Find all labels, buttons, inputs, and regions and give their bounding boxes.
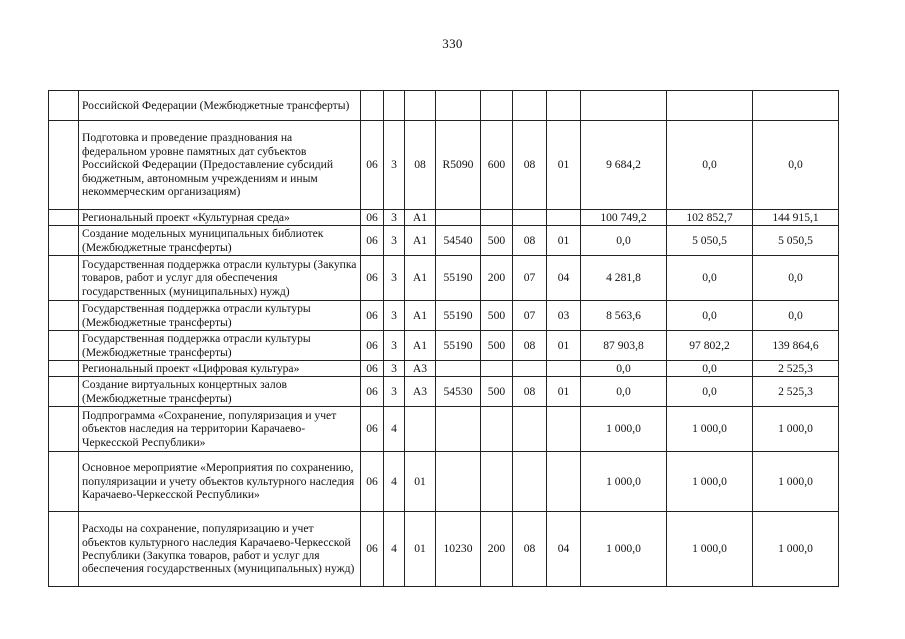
amount-cell: 87 903,8 <box>581 331 667 361</box>
code-cell: А1 <box>405 301 436 331</box>
blank-cell <box>49 512 79 587</box>
code-cell <box>513 91 547 121</box>
code-cell: А3 <box>405 361 436 377</box>
blank-cell <box>49 361 79 377</box>
blank-cell <box>49 121 79 210</box>
code-cell: 01 <box>547 121 581 210</box>
code-cell: 06 <box>361 301 384 331</box>
blank-cell <box>49 377 79 407</box>
amount-cell: 8 563,6 <box>581 301 667 331</box>
code-cell <box>436 91 481 121</box>
code-cell <box>436 210 481 226</box>
blank-cell <box>49 331 79 361</box>
row-name-cell: Государственная поддержка отрасли культуры (Межбюджетные трансферты) <box>79 331 361 361</box>
code-cell: 4 <box>384 512 405 587</box>
code-cell: 55190 <box>436 256 481 301</box>
code-cell: 06 <box>361 377 384 407</box>
code-cell: 03 <box>547 301 581 331</box>
blank-cell <box>49 452 79 512</box>
amount-cell: 5 050,5 <box>753 226 839 256</box>
amount-cell: 0,0 <box>753 301 839 331</box>
code-cell: 07 <box>513 301 547 331</box>
amount-cell: 0,0 <box>581 226 667 256</box>
amount-cell: 0,0 <box>581 377 667 407</box>
code-cell: 06 <box>361 361 384 377</box>
row-name-cell: Подпрограмма «Сохранение, популяризация и учет объектов наследия на территории Карачаево-Черкесской Республики» <box>79 407 361 452</box>
blank-cell <box>49 407 79 452</box>
code-cell: 200 <box>481 512 513 587</box>
table-row <box>49 301 839 331</box>
code-cell <box>481 452 513 512</box>
code-cell <box>436 407 481 452</box>
code-cell <box>481 210 513 226</box>
budget-table <box>48 90 839 587</box>
row-name-cell: Региональный проект «Цифровая культура» <box>79 361 361 377</box>
blank-cell <box>49 301 79 331</box>
code-cell: 4 <box>384 452 405 512</box>
table-row <box>49 210 839 226</box>
code-cell: 3 <box>384 377 405 407</box>
blank-cell <box>49 256 79 301</box>
code-cell <box>513 452 547 512</box>
code-cell <box>405 407 436 452</box>
amount-cell: 2 525,3 <box>753 377 839 407</box>
amount-cell: 1 000,0 <box>667 407 753 452</box>
code-cell <box>481 91 513 121</box>
code-cell: 3 <box>384 361 405 377</box>
code-cell: 06 <box>361 121 384 210</box>
table-row <box>49 377 839 407</box>
amount-cell: 100 749,2 <box>581 210 667 226</box>
code-cell <box>361 91 384 121</box>
code-cell: 06 <box>361 226 384 256</box>
table-row <box>49 256 839 301</box>
code-cell <box>513 210 547 226</box>
row-name-cell: Региональный проект «Культурная среда» <box>79 210 361 226</box>
code-cell: А1 <box>405 331 436 361</box>
amount-cell: 1 000,0 <box>753 512 839 587</box>
row-name-cell: Основное мероприятие «Мероприятия по сохранению, популяризации и учету объектов культурного наследия Карачаево-Черкесской Республики» <box>79 452 361 512</box>
code-cell: 600 <box>481 121 513 210</box>
code-cell <box>481 361 513 377</box>
code-cell: 08 <box>513 512 547 587</box>
code-cell: 08 <box>513 121 547 210</box>
code-cell: 06 <box>361 210 384 226</box>
code-cell <box>436 452 481 512</box>
code-cell <box>547 452 581 512</box>
code-cell: 06 <box>361 331 384 361</box>
amount-cell: 2 525,3 <box>753 361 839 377</box>
code-cell: 06 <box>361 452 384 512</box>
code-cell: А1 <box>405 226 436 256</box>
table-row <box>49 512 839 587</box>
amount-cell: 0,0 <box>667 361 753 377</box>
amount-cell: 0,0 <box>753 121 839 210</box>
blank-cell <box>49 210 79 226</box>
amount-cell: 5 050,5 <box>667 226 753 256</box>
table-row <box>49 361 839 377</box>
table-row <box>49 452 839 512</box>
code-cell: 08 <box>513 226 547 256</box>
table-row <box>49 331 839 361</box>
amount-cell: 0,0 <box>667 377 753 407</box>
amount-cell: 1 000,0 <box>753 452 839 512</box>
code-cell: 04 <box>547 512 581 587</box>
amount-cell: 0,0 <box>667 256 753 301</box>
code-cell: 04 <box>547 256 581 301</box>
amount-cell: 1 000,0 <box>667 452 753 512</box>
amount-cell: 144 915,1 <box>753 210 839 226</box>
amount-cell: 0,0 <box>753 256 839 301</box>
code-cell: 55190 <box>436 301 481 331</box>
code-cell: 07 <box>513 256 547 301</box>
code-cell: 01 <box>405 512 436 587</box>
amount-cell: 9 684,2 <box>581 121 667 210</box>
row-name-cell: Государственная поддержка отрасли культуры (Межбюджетные трансферты) <box>79 301 361 331</box>
code-cell <box>513 361 547 377</box>
code-cell: А3 <box>405 377 436 407</box>
code-cell: А1 <box>405 256 436 301</box>
amount-cell: 139 864,6 <box>753 331 839 361</box>
code-cell <box>547 91 581 121</box>
table-row <box>49 407 839 452</box>
code-cell: 500 <box>481 331 513 361</box>
row-name-cell: Создание модельных муниципальных библиотек (Межбюджетные трансферты) <box>79 226 361 256</box>
code-cell: 06 <box>361 256 384 301</box>
code-cell <box>513 407 547 452</box>
code-cell: 500 <box>481 301 513 331</box>
amount-cell: 0,0 <box>667 121 753 210</box>
table-row <box>49 226 839 256</box>
code-cell: 01 <box>405 452 436 512</box>
amount-cell: 0,0 <box>667 301 753 331</box>
code-cell: 06 <box>361 407 384 452</box>
amount-cell: 1 000,0 <box>581 512 667 587</box>
code-cell <box>547 210 581 226</box>
code-cell <box>405 91 436 121</box>
code-cell: 55190 <box>436 331 481 361</box>
row-name-cell: Российской Федерации (Межбюджетные трансферты) <box>79 91 361 121</box>
code-cell: R5090 <box>436 121 481 210</box>
amount-cell: 102 852,7 <box>667 210 753 226</box>
code-cell: 01 <box>547 377 581 407</box>
amount-cell: 1 000,0 <box>667 512 753 587</box>
amount-cell: 1 000,0 <box>581 407 667 452</box>
amount-cell <box>753 91 839 121</box>
code-cell: 01 <box>547 226 581 256</box>
row-name-cell: Подготовка и проведение празднования на федеральном уровне памятных дат субъектов Российской Федерации (Предоставление субсидий бюджетным, автономным учреждениям и иным некоммерческим организациям) <box>79 121 361 210</box>
code-cell: 200 <box>481 256 513 301</box>
code-cell: 500 <box>481 377 513 407</box>
table-row <box>49 121 839 210</box>
code-cell <box>481 407 513 452</box>
code-cell: 3 <box>384 226 405 256</box>
row-name-cell: Расходы на сохранение, популяризацию и учет объектов культурного наследия Карачаево-Черкесской Республики (Закупка товаров, работ и услуг для обеспечения государственных (муниципальных) нужд) <box>79 512 361 587</box>
row-name-cell: Государственная поддержка отрасли культуры (Закупка товаров, работ и услуг для обеспечения государственных (муниципальных) нужд) <box>79 256 361 301</box>
code-cell: 06 <box>361 512 384 587</box>
code-cell <box>547 407 581 452</box>
amount-cell: 1 000,0 <box>753 407 839 452</box>
code-cell: 500 <box>481 226 513 256</box>
code-cell: 08 <box>405 121 436 210</box>
code-cell <box>384 91 405 121</box>
code-cell <box>436 361 481 377</box>
amount-cell <box>581 91 667 121</box>
amount-cell: 97 802,2 <box>667 331 753 361</box>
row-name-cell: Создание виртуальных концертных залов (Межбюджетные трансферты) <box>79 377 361 407</box>
code-cell: 4 <box>384 407 405 452</box>
code-cell <box>547 361 581 377</box>
code-cell: 3 <box>384 256 405 301</box>
amount-cell: 1 000,0 <box>581 452 667 512</box>
amount-cell <box>667 91 753 121</box>
code-cell: 10230 <box>436 512 481 587</box>
code-cell: 54530 <box>436 377 481 407</box>
code-cell: 01 <box>547 331 581 361</box>
code-cell: 08 <box>513 377 547 407</box>
page-number: 330 <box>442 36 463 51</box>
amount-cell: 0,0 <box>581 361 667 377</box>
blank-cell <box>49 226 79 256</box>
code-cell: 3 <box>384 121 405 210</box>
amount-cell: 4 281,8 <box>581 256 667 301</box>
blank-cell <box>49 91 79 121</box>
code-cell: А1 <box>405 210 436 226</box>
table-row <box>49 91 839 121</box>
code-cell: 3 <box>384 301 405 331</box>
code-cell: 3 <box>384 331 405 361</box>
code-cell: 54540 <box>436 226 481 256</box>
code-cell: 08 <box>513 331 547 361</box>
code-cell: 3 <box>384 210 405 226</box>
